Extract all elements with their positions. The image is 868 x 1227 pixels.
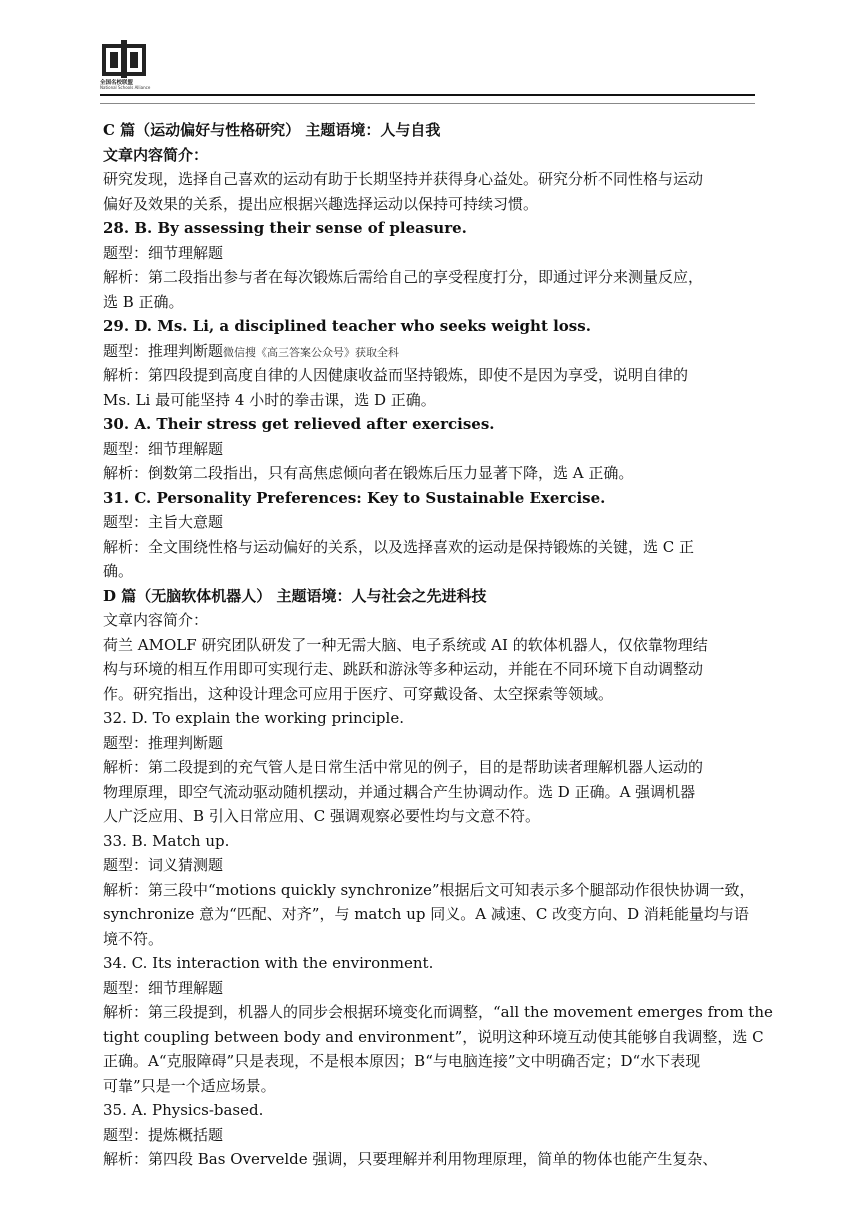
text-line bbox=[103, 1074, 758, 1099]
line-text: tight coupling between body and environment”，说明这种环境互动使其能够自我调整，选 C bbox=[103, 1027, 764, 1046]
text-line bbox=[103, 1049, 758, 1074]
header-rule-thin bbox=[100, 103, 755, 104]
text-line bbox=[103, 118, 758, 143]
line-text: 文章内容简介： bbox=[103, 611, 209, 629]
text-line bbox=[103, 608, 758, 633]
header-rule bbox=[100, 94, 755, 96]
page-header bbox=[0, 0, 868, 110]
text-line bbox=[103, 1098, 758, 1123]
line-text: 题型：主旨大意题 bbox=[103, 513, 224, 531]
text-line bbox=[103, 927, 758, 952]
text-line bbox=[103, 682, 758, 707]
school-alliance-logo bbox=[100, 40, 150, 96]
text-line bbox=[103, 412, 758, 437]
text-line bbox=[103, 657, 758, 682]
logo-caption: 全国名校联盟 bbox=[100, 80, 134, 86]
line-text: 34. C. Its interaction with the environment. bbox=[103, 954, 434, 972]
line-text: 解析：第四段 Bas Overvelde 强调，只要理解并利用物理原理，简单的物体也能产生复杂、 bbox=[103, 1150, 718, 1168]
text-line bbox=[103, 853, 758, 878]
text-line bbox=[103, 633, 758, 658]
text-line bbox=[103, 290, 758, 315]
text-line bbox=[103, 1025, 764, 1050]
line-text: 可靠”只是一个适应场景。 bbox=[103, 1076, 276, 1095]
text-line bbox=[103, 951, 758, 976]
text-line bbox=[103, 731, 758, 756]
line-text: 28. B. By assessing their sense of pleasure. bbox=[103, 219, 467, 237]
line-text: 解析：第二段指出参与者在每次锻炼后需给自己的享受程度打分，即通过评分来测量反应， bbox=[103, 268, 704, 286]
text-line bbox=[103, 1147, 758, 1172]
text-line bbox=[103, 265, 758, 290]
line-text: 29. D. Ms. Li, a disciplined teacher who seeks weight loss. bbox=[103, 317, 591, 335]
text-line bbox=[103, 976, 758, 1001]
line-text: 构与环境的相互作用即可实现行走、跳跃和游泳等多种运动，并能在不同环境下自动调整动 bbox=[103, 660, 704, 678]
line-text: 解析：第三段提到，机器人的同步会根据环境变化而调整，“all the movement emerges from the bbox=[103, 1003, 773, 1021]
line-text: 解析：第三段中“motions quickly synchronize”根据后文可知表示多个腿部动作很快协调一致， bbox=[103, 880, 755, 899]
line-text: Ms. Li 最可能坚持 4 小时的拳击课，选 D 正确。 bbox=[103, 390, 436, 409]
text-line bbox=[103, 902, 758, 927]
text-line bbox=[103, 559, 758, 584]
answer-explanation-body bbox=[103, 118, 773, 1172]
line-text: 题型：推理判断题 bbox=[103, 341, 224, 360]
text-line bbox=[103, 829, 758, 854]
text-line bbox=[103, 192, 758, 217]
text-line bbox=[103, 486, 758, 511]
line-text: 题型：推理判断题 bbox=[103, 733, 224, 752]
text-line bbox=[103, 314, 758, 339]
line-text: synchronize 意为“匹配、对齐”，与 match up 同义。A 减速、C 改变方向、D 消耗能量均与语 bbox=[103, 905, 749, 923]
line-text: 题型：细节理解题 bbox=[103, 243, 224, 262]
line-text: 30. A. Their stress get relieved after exercises. bbox=[103, 415, 495, 433]
line-text: 确。 bbox=[103, 562, 134, 580]
text-line bbox=[103, 216, 758, 241]
text-line bbox=[103, 339, 758, 364]
text-line bbox=[103, 461, 758, 486]
line-text: 物理原理，即空气流动驱动随机摆动，并通过耦合产生协调动作。选 D 正确。A 强调机器 bbox=[103, 782, 696, 801]
book-logo-icon bbox=[102, 40, 146, 78]
line-text: 解析：倒数第二段指出，只有高焦虑倾向者在锻炼后压力显著下降，选 A 正确。 bbox=[103, 464, 634, 482]
text-line bbox=[103, 780, 758, 805]
line-text: 作。研究指出，这种设计理念可应用于医疗、可穿戴设备、太空探索等领域。 bbox=[103, 684, 614, 703]
line-text: 人广泛应用、B 引入日常应用、C 强调观察必要性均与文意不符。 bbox=[103, 807, 541, 825]
line-text: 荷兰 AMOLF 研究团队研发了一种无需大脑、电子系统或 AI 的软体机器人，仅依靠物理结 bbox=[103, 635, 708, 654]
line-text: 题型：词义猜测题 bbox=[103, 856, 224, 874]
text-line bbox=[103, 804, 758, 829]
text-line bbox=[103, 510, 758, 535]
line-text: C 篇（运动偏好与性格研究） 主题语境：人与自我 bbox=[103, 121, 441, 139]
line-text: 正确。A“克服障碍”只是表现，不是根本原因；B“与电脑连接”文中明确否定；D“水下表现 bbox=[103, 1052, 701, 1070]
text-line bbox=[103, 706, 758, 731]
text-line bbox=[103, 167, 758, 192]
line-text: 33. B. Match up. bbox=[103, 831, 230, 850]
text-line bbox=[103, 143, 758, 168]
line-text: D 篇（无脑软体机器人） 主题语境：人与社会之先进科技 bbox=[103, 586, 487, 605]
line-text: 35. A. Physics-based. bbox=[103, 1101, 264, 1119]
line-text: 题型：细节理解题 bbox=[103, 978, 224, 997]
text-line bbox=[103, 584, 758, 609]
line-text: 研究发现，选择自己喜欢的运动有助于长期坚持并获得身心益处。研究分析不同性格与运动 bbox=[103, 170, 704, 188]
line-text: 选 B 正确。 bbox=[103, 292, 184, 311]
line-text: 32. D. To explain the working principle. bbox=[103, 709, 404, 727]
text-line bbox=[103, 437, 758, 462]
text-line bbox=[103, 535, 758, 560]
text-line bbox=[103, 878, 758, 903]
watermark-note: 微信搜《高三答案公众号》获取全科 bbox=[223, 345, 400, 359]
line-text: 题型：细节理解题 bbox=[103, 439, 224, 458]
text-line bbox=[103, 755, 758, 780]
line-text: 31. C. Personality Preferences: Key to Sustainable Exercise. bbox=[103, 488, 606, 507]
line-text: 解析：第二段提到的充气管人是日常生活中常见的例子，目的是帮助读者理解机器人运动的 bbox=[103, 758, 704, 776]
line-text: 偏好及效果的关系，提出应根据兴趣选择运动以保持可持续习惯。 bbox=[103, 194, 539, 213]
text-line bbox=[103, 1123, 758, 1148]
text-line bbox=[103, 363, 758, 388]
line-text: 文章内容简介： bbox=[103, 145, 209, 164]
line-text: 解析：全文围绕性格与运动偏好的关系，以及选择喜欢的运动是保持锻炼的关键，选 C 正 bbox=[103, 537, 695, 556]
line-text: 题型：提炼概括题 bbox=[103, 1125, 224, 1144]
line-text: 解析：第四段提到高度自律的人因健康收益而坚持锻炼，即使不是因为享受，说明自律的 bbox=[103, 366, 689, 384]
text-line bbox=[103, 241, 758, 266]
line-text: 境不符。 bbox=[103, 929, 164, 948]
logo-caption-english: National Schools Alliance bbox=[100, 85, 151, 90]
text-line bbox=[103, 1000, 773, 1025]
text-line bbox=[103, 388, 758, 413]
